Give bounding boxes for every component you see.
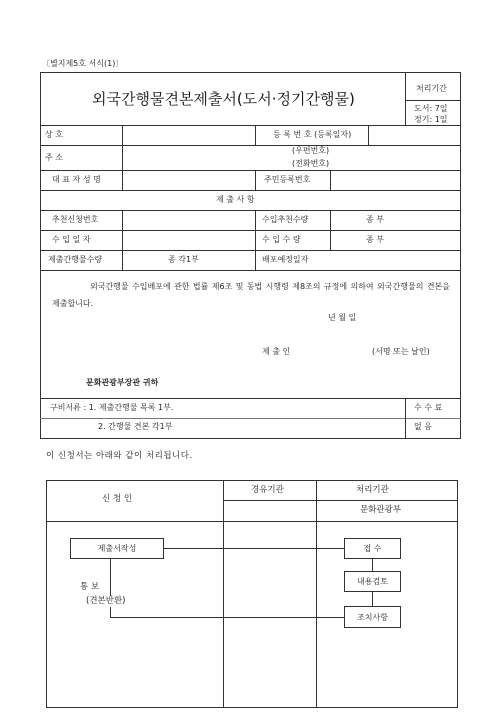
postal-code-label: (우편번호): [292, 146, 330, 155]
flow-ministry-header: 문화관광부: [360, 505, 402, 515]
flow-via-header: 경유기관: [251, 485, 284, 495]
import-rec-qty-unit: 종 부: [366, 215, 384, 224]
dist-date-label: 배포예정일자: [262, 255, 309, 264]
flow-arrow-write-to-receive: [164, 548, 344, 549]
form-number: 〔별지제5호 서식(1)〕: [42, 59, 124, 68]
import-qty-unit: 종 부: [366, 235, 384, 244]
flow-step-receive: 접 수: [344, 538, 401, 559]
fee-label: 수 수 료: [414, 403, 443, 412]
phone-label: (전화번호): [292, 159, 330, 168]
flow-return-label: (견본반환): [86, 596, 126, 606]
signature-note: (서명 또는 날인): [372, 347, 430, 356]
reg-no-label: 등 록 번 호 (등록일자): [273, 130, 352, 139]
resident-no-label: 주민등록번호: [264, 175, 311, 184]
process-intro: 이 신청서는 아래와 같이 처리됩니다.: [46, 451, 193, 461]
flow-step-action: 조치사항: [344, 606, 401, 628]
form-title: 외국간행물견본제출서(도서·정기간행물): [92, 90, 355, 108]
fee-value: 없 음: [414, 422, 432, 431]
date-line: 년 월 일: [328, 313, 357, 322]
flow-applicant-header: 신 청 인: [102, 494, 133, 504]
processing-periodical: 정기: 1일: [414, 115, 448, 124]
representative-label: 대 표 자 성 명: [52, 175, 101, 184]
address-label: 주 소: [45, 153, 63, 162]
submitter-label: 제 출 인: [262, 347, 291, 356]
declaration-text: 외국간행물 수입배포에 관한 법률 제6조 및 동법 시행령 제8조의 규정에 의하여 외국간행물의 견본을 제출합니다.: [52, 282, 450, 308]
flow-handler-header: 처리기관: [356, 485, 389, 495]
rec-no-label: 추천신청번호: [52, 215, 99, 224]
import-date-label: 수 입 일 자: [52, 235, 91, 244]
import-rec-qty-label: 수입추천수량: [262, 215, 309, 224]
flow-step-write: 제출서작성: [70, 538, 164, 559]
submit-qty-value: 종 각1부: [168, 255, 199, 264]
submit-qty-label: 제출간행물수량: [48, 255, 103, 264]
addressee: 문화관광부장관 귀하: [86, 378, 159, 387]
attachment-item-2: 2. 간행물 견본 각1부: [98, 422, 173, 431]
processing-period-label: 처리기간: [416, 84, 447, 93]
flow-notice-label: 통 보: [80, 582, 100, 592]
processing-book: 도서: 7일: [414, 104, 448, 113]
section-title: 제 출 사 항: [216, 195, 255, 204]
attachments-label: 구비서류 : 1. 제출간행물 목록 1부.: [50, 403, 174, 412]
import-qty-label: 수 입 수 량: [262, 235, 301, 244]
flow-step-review: 내용검토: [344, 571, 401, 592]
trade-name-label: 상 호: [45, 130, 63, 139]
